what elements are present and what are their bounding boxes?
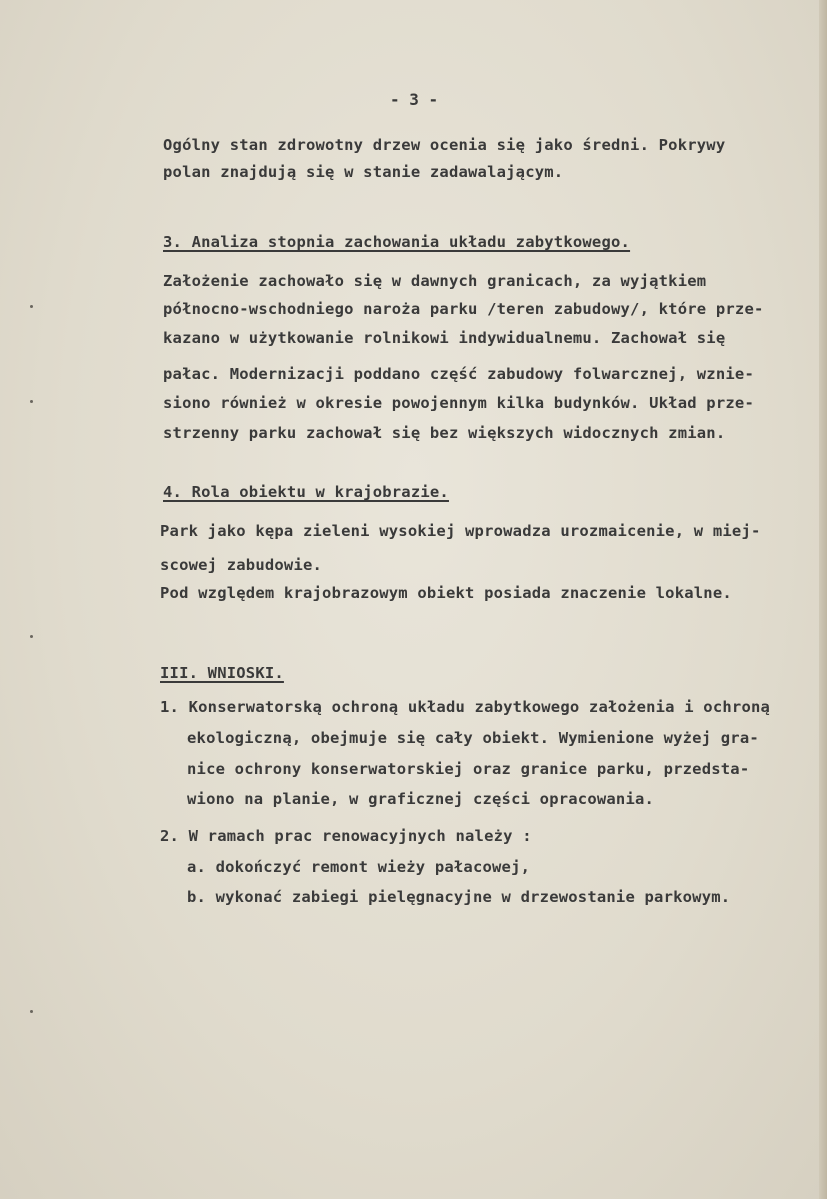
list-item: 1. Konserwatorską ochroną układu zabytkowego założenia i ochroną [160,698,771,716]
text-line: ekologiczną, obejmuje się cały obiekt. Wymienione wyżej gra- [187,729,759,747]
text-line: pałac. Modernizacji poddano część zabudowy folwarcznej, wznie- [163,365,754,383]
sub-list-item: b. wykonać zabiegi pielęgnacyjne w drzewostanie parkowym. [187,888,731,906]
punch-hole [30,400,33,403]
list-item: 2. W ramach prac renowacyjnych należy : [160,827,532,845]
section-heading: 3. Analiza stopnia zachowania układu zabytkowego. [163,233,631,251]
text-line: Założenie zachowało się w dawnych granicach, za wyjątkiem [163,272,707,290]
section-heading: 4. Rola obiektu w krajobrazie. [163,483,449,501]
text-line: Park jako kępa zieleni wysokiej wprowadza urozmaicenie, w miej- [160,522,761,540]
punch-hole [30,635,33,638]
text-line: polan znajdują się w stanie zadawalającym. [163,163,564,181]
punch-hole [30,305,33,308]
text-line: scowej zabudowie. [160,556,323,574]
text-line: północno-wschodniego naroża parku /teren zabudowy/, które prze- [163,300,764,318]
text-line: strzenny parku zachował się bez większych widocznych zmian. [163,424,726,442]
text-line: Ogólny stan zdrowotny drzew ocenia się jako średni. Pokrywy [163,136,726,154]
section-heading: III. WNIOSKI. [160,664,284,682]
text-line: nice ochrony konserwatorskiej oraz granice parku, przedsta- [187,760,750,778]
text-line: Pod względem krajobrazowym obiekt posiada znaczenie lokalne. [160,584,732,602]
page-number: - 3 - [390,90,439,109]
punch-hole [30,1010,33,1013]
page-edge [819,0,827,1199]
sub-list-item: a. dokończyć remont wieży pałacowej, [187,858,531,876]
text-line: kazano w użytkowanie rolnikowi indywidualnemu. Zachował się [163,329,726,347]
text-line: wiono na planie, w graficznej części opracowania. [187,790,655,808]
text-line: siono również w okresie powojennym kilka budynków. Układ prze- [163,394,754,412]
